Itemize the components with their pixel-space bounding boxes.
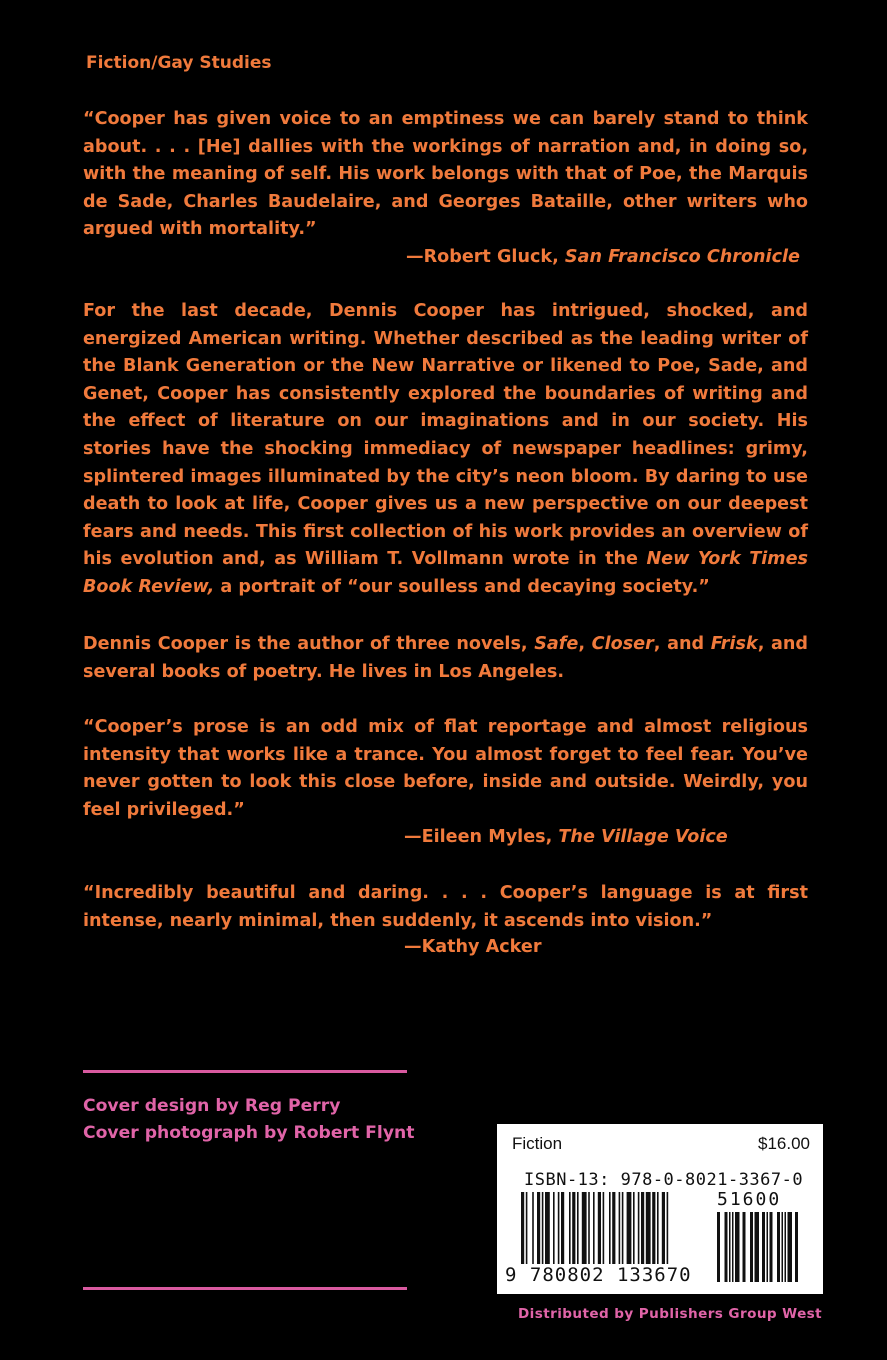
book-description bbox=[83, 298, 808, 602]
bio-text-1: Dennis Cooper is the author of three novels, bbox=[83, 634, 535, 654]
bio-sep: , and bbox=[653, 634, 711, 654]
novel-title: Closer bbox=[591, 634, 654, 654]
barcode-addon-bar bbox=[732, 1212, 734, 1282]
bio-text-2: , and several books of poetry. He lives in Los Angeles. bbox=[83, 634, 808, 682]
review-quote-myles bbox=[83, 714, 808, 824]
category-label: Fiction/Gay Studies bbox=[86, 53, 272, 73]
barcode-addon-bar bbox=[762, 1212, 765, 1282]
isbn-text: ISBN-13: 978-0-8021-3367-0 bbox=[524, 1170, 804, 1190]
review-quote-gluck bbox=[83, 106, 808, 244]
description-text-1: For the last decade, Dennis Cooper has intrigued, shocked, and energized American writing. Whether described as the leading writer of the Blank Generation or the New Narrative or likened to Poe, Sade, and Genet, Cooper has consistently explored the boundaries of writing and the effect of literature on our imaginations and in our society. His stories have the shocking immediacy of newspaper headlines: grimy, splintered images illuminated by the city’s neon bloom. By daring to use death to look at life, Cooper gives us a new perspective on our deepest fears and needs. This first collection of his work provides an overview of his evolution and, as William T. Vollmann wrote in the bbox=[83, 301, 808, 570]
barcode-addon-bar bbox=[717, 1212, 720, 1282]
novel-title: Frisk bbox=[710, 634, 758, 654]
barcode-price: $16.00 bbox=[758, 1134, 810, 1153]
cover-design-credit: Cover design by Reg Perry bbox=[83, 1096, 341, 1116]
barcode-label bbox=[497, 1124, 823, 1294]
barcode-addon-bar bbox=[767, 1212, 769, 1282]
divider-top bbox=[83, 1070, 407, 1073]
quote-attribution-myles bbox=[404, 824, 728, 852]
barcode-category: Fiction bbox=[512, 1134, 563, 1153]
barcode-addon-number: 51600 bbox=[717, 1189, 782, 1210]
barcode-number: 9 780802 133670 bbox=[505, 1264, 692, 1286]
cover-photo-credit: Cover photograph by Robert Flynt bbox=[83, 1123, 415, 1143]
distributor-line: Distributed by Publishers Group West bbox=[518, 1306, 823, 1322]
description-publication: New York Times Book Review, bbox=[83, 549, 808, 597]
barcode-addon-bar bbox=[782, 1212, 784, 1282]
barcode-addon-bar bbox=[725, 1212, 728, 1282]
barcode-addon-bar bbox=[777, 1212, 780, 1282]
barcode-addon-bar bbox=[788, 1212, 793, 1282]
barcode-addon-bar bbox=[729, 1212, 731, 1282]
quote-text: “Incredibly beautiful and daring. . . . Cooper’s language is at first intense, nearly minimal, then suddenly, it ascends into vision.” bbox=[83, 883, 808, 931]
divider-bottom bbox=[83, 1287, 407, 1290]
attribution-author: —Kathy Acker bbox=[404, 937, 542, 957]
barcode-addon-bar bbox=[795, 1212, 798, 1282]
quote-text: “Cooper’s prose is an odd mix of flat reportage and almost religious intensity that works like a trance. You almost forget to feel fear. You’ve never gotten to look this close before, inside and outside. Weirdly, you feel privileged.” bbox=[83, 717, 808, 820]
review-quote-acker bbox=[83, 880, 808, 935]
attribution-source: San Francisco Chronicle bbox=[564, 247, 800, 267]
quote-text: “Cooper has given voice to an emptiness we can barely stand to think about. . . . [He] dallies with the workings of narration and, in doing so, with the meaning of self. His work belongs with that of Poe, the Marquis de Sade, Charles Baudelaire, and Georges Bataille, other writers who argued with mortality.” bbox=[83, 109, 808, 240]
quote-attribution-gluck bbox=[406, 244, 800, 272]
barcode-addon-bar bbox=[770, 1212, 773, 1282]
barcode-addon-bar bbox=[735, 1212, 740, 1282]
quote-attribution-acker bbox=[404, 934, 542, 962]
attribution-author: —Robert Gluck, bbox=[406, 247, 565, 267]
author-bio bbox=[83, 631, 808, 686]
barcode-addon-bar bbox=[750, 1212, 753, 1282]
description-text-2: a portrait of “our soulless and decaying society.” bbox=[214, 576, 710, 597]
barcode-addon-bar bbox=[755, 1212, 760, 1282]
attribution-source: The Village Voice bbox=[558, 827, 728, 847]
novel-title: Safe bbox=[534, 634, 579, 654]
cover-credits bbox=[83, 1093, 414, 1147]
bio-sep: , bbox=[578, 634, 592, 654]
attribution-author: —Eileen Myles, bbox=[404, 827, 559, 847]
barcode-addon-bar bbox=[743, 1212, 746, 1282]
barcode-addon-bar bbox=[785, 1212, 787, 1282]
